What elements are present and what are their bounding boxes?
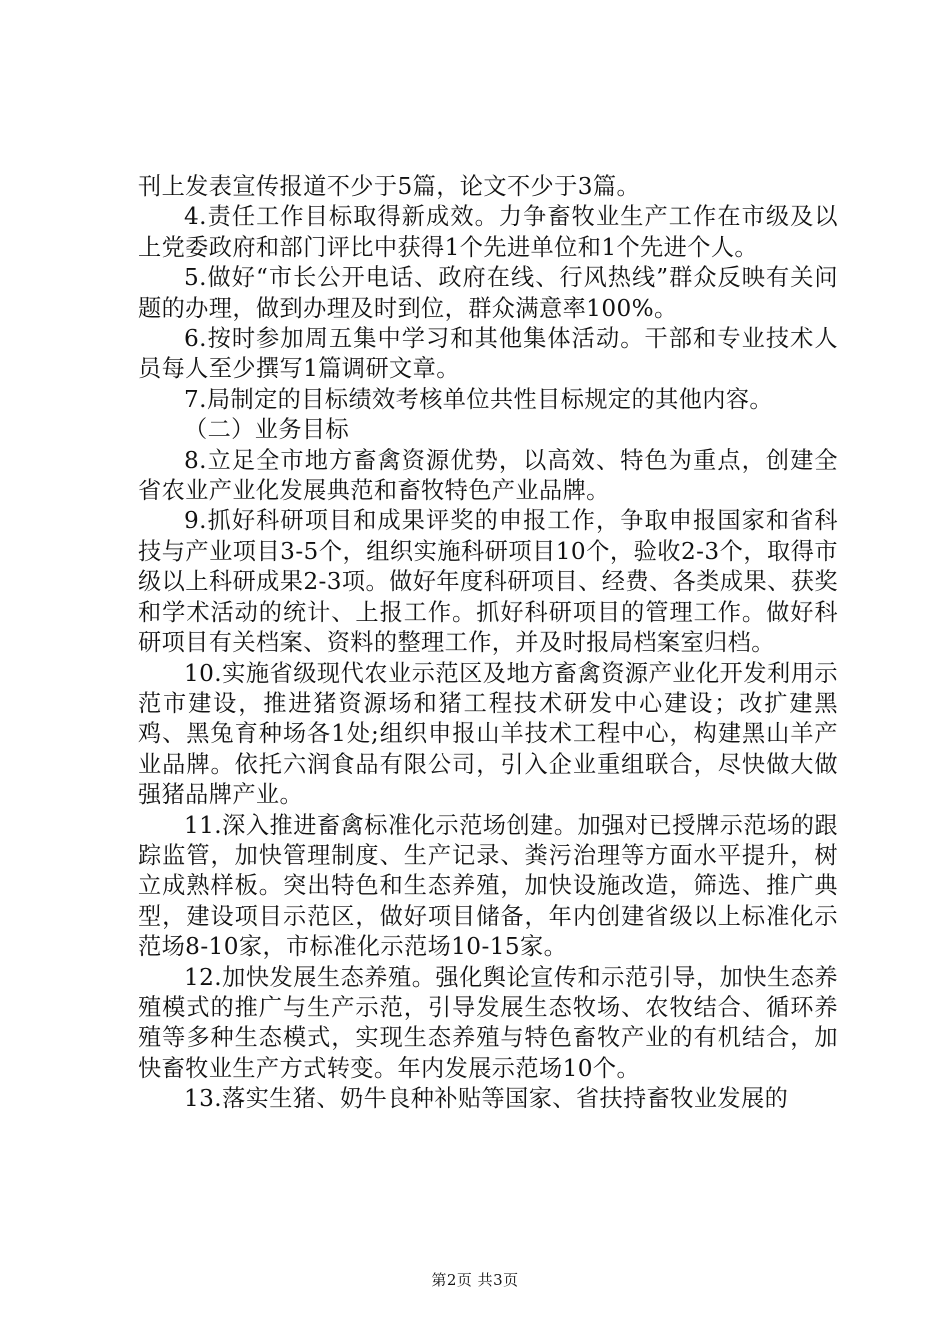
paragraph-item-11: 11.深入推进畜禽标准化示范场创建。加强对已授牌示范场的跟踪监管，加快管理制度、生产记录、粪污治理等方面水平提升，树立成熟样板。突出特色和生态养殖，加快设施改造，筛选、推广典型，建设项目示范区，做好项目储备，年内创建省级以上标准化示范场8-10家，市标准化示范场10-15家。 bbox=[138, 811, 838, 961]
paragraph-continuation: 刊上发表宣传报道不少于5篇，论文不少于3篇。 bbox=[138, 173, 641, 200]
paragraph-item-4: 4.责任工作目标取得新成效。力争畜牧业生产工作在市级及以上党委政府和部门评比中获得1个先进单位和1个先进个人。 bbox=[138, 203, 838, 261]
paragraph-item-8: 8.立足全市地方畜禽资源优势，以高效、特色为重点，创建全省农业产业化发展典范和畜牧特色产业品牌。 bbox=[138, 446, 838, 505]
page-footer: 第2页 共3页 bbox=[431, 1271, 519, 1289]
document-body bbox=[138, 172, 838, 1115]
section-heading-business-goals: （二）业务目标 bbox=[184, 416, 350, 444]
paragraph-item-12: 12.加快发展生态养殖。强化舆论宣传和示范引导，加快生态养殖模式的推广与生产示范，引导发展生态牧场、农牧结合、循环养殖等多种生态模式，实现生态养殖与特色畜牧产业的有机结合，加快畜牧业生产方式转变。年内发展示范场10个。 bbox=[138, 963, 838, 1082]
paragraph-item-5: 5.做好“市长公开电话、政府在线、行风热线”群众反映有关问题的办理，做到办理及时到位，群众满意率100%。 bbox=[138, 264, 838, 322]
paragraph-item-13: 13.落实生猪、奶牛良种补贴等国家、省扶持畜牧业发展的 bbox=[184, 1085, 789, 1113]
paragraph-item-9: 9.抓好科研项目和成果评奖的申报工作，争取申报国家和省科技与产业项目3-5个，组织实施科研项目10个，验收2-3个，取得市级以上科研成果2-3项。做好年度科研项目、经费、各类成果、获奖和学术活动的统计、上报工作。抓好科研项目的管理工作。做好科研项目有关档案、资料的整理工作，并及时报局档案室归档。 bbox=[138, 507, 838, 657]
paragraph-item-10: 10.实施省级现代农业示范区及地方畜禽资源产业化开发利用示范市建设，推进猪资源场和猪工程技术研发中心建设；改扩建黑鸡、黑兔育种场各1处;组织申报山羊技术工程中心，构建黑山羊产业品牌。依托六润食品有限公司，引入企业重组联合，尽快做大做强猪品牌产业。 bbox=[138, 659, 838, 809]
paragraph-item-6: 6.按时参加周五集中学习和其他集体活动。干部和专业技术人员每人至少撰写1篇调研文章。 bbox=[138, 325, 838, 383]
paragraph-item-7: 7.局制定的目标绩效考核单位共性目标规定的其他内容。 bbox=[184, 385, 774, 413]
